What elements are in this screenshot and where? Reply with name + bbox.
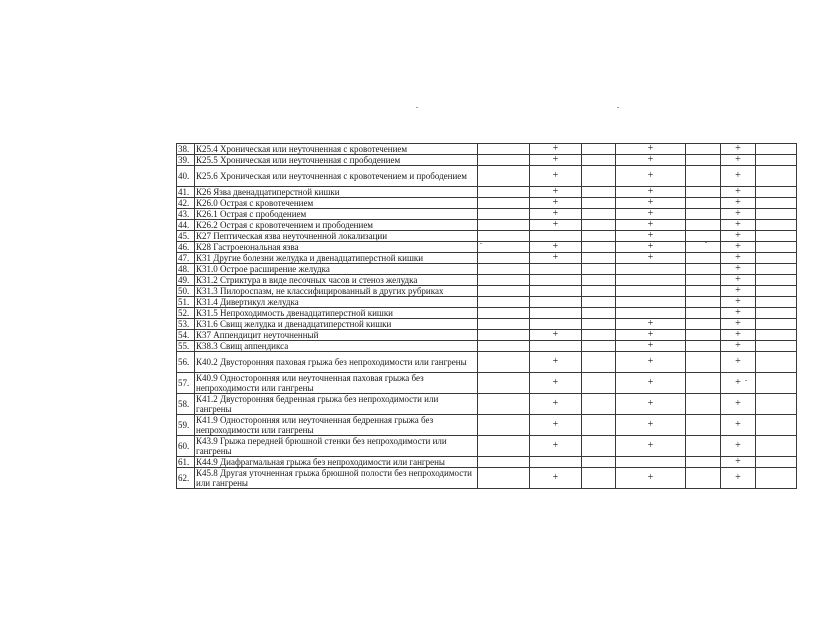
table-body	[177, 144, 797, 489]
mark-cell	[478, 457, 530, 468]
row-number: 62.	[177, 468, 195, 489]
table-row	[177, 155, 797, 166]
mark-cell	[582, 198, 616, 209]
mark-cell	[582, 242, 616, 253]
row-number: 59.	[177, 415, 195, 436]
mark-cell	[756, 220, 797, 231]
mark-cell: +	[721, 373, 756, 394]
mark-cell: +	[616, 352, 686, 373]
diagnosis-name: К41.9 Односторонняя или неуточненная бедренная грыжа без непроходимости или гангрены	[195, 415, 478, 436]
mark-cell	[478, 308, 530, 319]
mark-cell	[530, 319, 582, 330]
mark-cell: +	[721, 264, 756, 275]
row-number: 41.	[177, 187, 195, 198]
mark-cell	[686, 319, 721, 330]
mark-cell	[686, 352, 721, 373]
row-number: 47.	[177, 253, 195, 264]
mark-cell	[616, 286, 686, 297]
diagnosis-name: К41.2 Двусторонняя бедренная грыжа без непроходимости или гангрены	[195, 394, 478, 415]
mark-cell	[530, 308, 582, 319]
mark-cell	[686, 308, 721, 319]
table-row	[177, 275, 797, 286]
table-row	[177, 264, 797, 275]
table-row	[177, 166, 797, 187]
diagnosis-name: К31.4 Дивертикул желудка	[195, 297, 478, 308]
table-row	[177, 286, 797, 297]
mark-cell	[756, 297, 797, 308]
mark-cell: +	[721, 220, 756, 231]
mark-cell: +	[721, 187, 756, 198]
mark-cell: +	[616, 166, 686, 187]
mark-cell	[686, 373, 721, 394]
row-number: 50.	[177, 286, 195, 297]
mark-cell: +	[721, 209, 756, 220]
diagnosis-name: К26.2 Острая с кровотечением и прободением	[195, 220, 478, 231]
row-number: 60.	[177, 436, 195, 457]
mark-cell	[582, 436, 616, 457]
mark-cell	[616, 297, 686, 308]
row-number: 48.	[177, 264, 195, 275]
mark-cell: +	[721, 297, 756, 308]
mark-cell	[686, 297, 721, 308]
table-row	[177, 394, 797, 415]
mark-cell	[756, 253, 797, 264]
diagnosis-name: К25.6 Хроническая или неуточненная с кровотечением и прободением	[195, 166, 478, 187]
mark-cell	[616, 275, 686, 286]
mark-cell	[686, 436, 721, 457]
row-number: 52.	[177, 308, 195, 319]
mark-cell: +	[616, 231, 686, 242]
row-number: 53.	[177, 319, 195, 330]
mark-cell: +	[616, 468, 686, 489]
row-number: 40.	[177, 166, 195, 187]
mark-cell	[756, 242, 797, 253]
mark-cell: +	[721, 144, 756, 155]
mark-cell	[756, 187, 797, 198]
mark-cell: +	[530, 330, 582, 341]
mark-cell: +	[721, 253, 756, 264]
row-number: 61.	[177, 457, 195, 468]
mark-cell	[530, 231, 582, 242]
mark-cell: +	[721, 231, 756, 242]
mark-cell: +	[616, 319, 686, 330]
diagnosis-name: К27 Пептическая язва неуточненной локализации	[195, 231, 478, 242]
mark-cell	[582, 264, 616, 275]
mark-cell	[582, 468, 616, 489]
row-number: 44.	[177, 220, 195, 231]
mark-cell	[530, 297, 582, 308]
mark-cell	[478, 155, 530, 166]
mark-cell	[478, 264, 530, 275]
mark-cell	[616, 264, 686, 275]
mark-cell	[582, 341, 616, 352]
mark-cell: +	[530, 166, 582, 187]
mark-cell	[756, 308, 797, 319]
mark-cell	[478, 275, 530, 286]
mark-cell: +	[616, 253, 686, 264]
table-row	[177, 415, 797, 436]
scan-speck	[416, 107, 418, 108]
mark-cell: +	[616, 155, 686, 166]
scan-speck	[480, 243, 482, 244]
mark-cell	[756, 144, 797, 155]
mark-cell	[478, 352, 530, 373]
mark-cell: +	[616, 436, 686, 457]
mark-cell: +	[530, 436, 582, 457]
mark-cell	[756, 415, 797, 436]
mark-cell	[478, 187, 530, 198]
mark-cell	[582, 253, 616, 264]
table-row	[177, 242, 797, 253]
mark-cell	[530, 457, 582, 468]
mark-cell	[478, 144, 530, 155]
table-row	[177, 231, 797, 242]
mark-cell: +	[530, 394, 582, 415]
diagnosis-name: К44.9 Диафрагмальная грыжа без непроходимости или гангрены	[195, 457, 478, 468]
table-row	[177, 457, 797, 468]
mark-cell: +	[616, 209, 686, 220]
mark-cell: +	[530, 187, 582, 198]
scan-speck	[745, 380, 747, 381]
diagnosis-name: К43.9 Грыжа передней брюшной стенки без непроходимости или гангрены	[195, 436, 478, 457]
mark-cell	[582, 166, 616, 187]
mark-cell: +	[530, 415, 582, 436]
diagnosis-name: К45.8 Другая уточненная грыжа брюшной полости без непроходимости или гангрены	[195, 468, 478, 489]
mark-cell	[582, 220, 616, 231]
row-number: 46.	[177, 242, 195, 253]
mark-cell	[686, 166, 721, 187]
mark-cell: +	[530, 242, 582, 253]
table-row	[177, 308, 797, 319]
table-row	[177, 144, 797, 155]
table-row	[177, 253, 797, 264]
table-row	[177, 436, 797, 457]
mark-cell	[478, 209, 530, 220]
mark-cell	[616, 457, 686, 468]
mark-cell	[686, 198, 721, 209]
diagnosis-name: К26 Язва двенадцатиперстной кишки	[195, 187, 478, 198]
mark-cell: +	[530, 209, 582, 220]
scan-speck	[617, 107, 619, 108]
mark-cell	[686, 155, 721, 166]
table-row	[177, 330, 797, 341]
row-number: 39.	[177, 155, 195, 166]
mark-cell	[478, 373, 530, 394]
mark-cell	[686, 275, 721, 286]
diagnosis-name: К31.2 Стриктура в виде песочных часов и стеноз желудка	[195, 275, 478, 286]
mark-cell	[582, 394, 616, 415]
mark-cell	[530, 286, 582, 297]
mark-cell	[756, 394, 797, 415]
mark-cell: +	[721, 436, 756, 457]
diagnosis-name: К31.6 Свищ желудка и двенадцатиперстной кишки	[195, 319, 478, 330]
mark-cell	[582, 286, 616, 297]
row-number: 38.	[177, 144, 195, 155]
row-number: 51.	[177, 297, 195, 308]
table-row	[177, 198, 797, 209]
row-number: 58.	[177, 394, 195, 415]
mark-cell	[756, 436, 797, 457]
mark-cell	[582, 187, 616, 198]
mark-cell	[686, 242, 721, 253]
mark-cell	[582, 352, 616, 373]
mark-cell	[530, 275, 582, 286]
diagnosis-name: К31.5 Непроходимость двенадцатиперстной кишки	[195, 308, 478, 319]
mark-cell: +	[530, 198, 582, 209]
mark-cell	[756, 330, 797, 341]
mark-cell	[756, 286, 797, 297]
mark-cell: +	[530, 253, 582, 264]
diagnosis-name: К40.2 Двусторонняя паховая грыжа без непроходимости или гангрены	[195, 352, 478, 373]
mark-cell: +	[530, 373, 582, 394]
diagnosis-name: К26.1 Острая с прободением	[195, 209, 478, 220]
mark-cell: +	[721, 286, 756, 297]
mark-cell	[582, 373, 616, 394]
table-row	[177, 187, 797, 198]
mark-cell	[478, 198, 530, 209]
mark-cell	[478, 166, 530, 187]
mark-cell	[478, 319, 530, 330]
mark-cell	[478, 436, 530, 457]
mark-cell: +	[530, 468, 582, 489]
mark-cell	[686, 144, 721, 155]
mark-cell: +	[616, 220, 686, 231]
mark-cell: +	[721, 166, 756, 187]
row-number: 55.	[177, 341, 195, 352]
mark-cell: +	[616, 187, 686, 198]
diagnosis-name: К25.4 Хроническая или неуточненная с кровотечением	[195, 144, 478, 155]
scan-speck	[705, 242, 707, 243]
mark-cell	[686, 209, 721, 220]
table-row	[177, 297, 797, 308]
mark-cell	[756, 352, 797, 373]
mark-cell	[756, 275, 797, 286]
row-number: 45.	[177, 231, 195, 242]
mark-cell	[530, 264, 582, 275]
mark-cell	[686, 220, 721, 231]
mark-cell: +	[721, 275, 756, 286]
mark-cell	[686, 264, 721, 275]
mark-cell: +	[721, 468, 756, 489]
mark-cell	[686, 415, 721, 436]
mark-cell	[478, 220, 530, 231]
diagnosis-name: К28 Гастроеюнальная язва	[195, 242, 478, 253]
mark-cell	[478, 330, 530, 341]
mark-cell	[582, 231, 616, 242]
mark-cell	[582, 308, 616, 319]
diagnosis-name: К31.3 Пилороспазм, не классифицированный в других рубриках	[195, 286, 478, 297]
mark-cell	[582, 275, 616, 286]
diagnosis-table	[176, 143, 797, 489]
mark-cell	[686, 341, 721, 352]
diagnosis-name: К25.5 Хроническая или неуточненная с прободением	[195, 155, 478, 166]
mark-cell: +	[616, 198, 686, 209]
mark-cell	[756, 166, 797, 187]
mark-cell	[686, 468, 721, 489]
mark-cell: +	[530, 352, 582, 373]
mark-cell	[686, 457, 721, 468]
row-number: 42.	[177, 198, 195, 209]
mark-cell	[756, 155, 797, 166]
table-row	[177, 373, 797, 394]
mark-cell	[756, 231, 797, 242]
mark-cell	[582, 457, 616, 468]
mark-cell	[756, 457, 797, 468]
mark-cell: +	[616, 341, 686, 352]
mark-cell: +	[616, 415, 686, 436]
mark-cell	[756, 319, 797, 330]
mark-cell: +	[530, 220, 582, 231]
mark-cell: +	[721, 457, 756, 468]
diagnosis-name: К40.9 Односторонняя или неуточненная паховая грыжа без непроходимости или гангрены	[195, 373, 478, 394]
mark-cell: +	[721, 308, 756, 319]
row-number: 49.	[177, 275, 195, 286]
diagnosis-name: К31.0 Острое расширение желудка	[195, 264, 478, 275]
mark-cell	[582, 415, 616, 436]
mark-cell	[582, 144, 616, 155]
mark-cell	[756, 373, 797, 394]
mark-cell	[756, 468, 797, 489]
mark-cell	[530, 341, 582, 352]
mark-cell	[686, 253, 721, 264]
table-row	[177, 352, 797, 373]
mark-cell	[686, 231, 721, 242]
diagnosis-name: К31 Другие болезни желудка и двенадцатиперстной кишки	[195, 253, 478, 264]
mark-cell	[478, 286, 530, 297]
diagnosis-name: К37 Аппендицит неуточненный	[195, 330, 478, 341]
mark-cell	[686, 286, 721, 297]
mark-cell	[478, 468, 530, 489]
row-number: 54.	[177, 330, 195, 341]
mark-cell	[582, 319, 616, 330]
mark-cell: +	[616, 330, 686, 341]
row-number: 57.	[177, 373, 195, 394]
table-row	[177, 220, 797, 231]
mark-cell: +	[721, 155, 756, 166]
row-number: 56.	[177, 352, 195, 373]
table-row	[177, 209, 797, 220]
mark-cell	[478, 253, 530, 264]
mark-cell	[478, 231, 530, 242]
mark-cell: +	[721, 394, 756, 415]
diagnosis-name: К26.0 Острая с кровотечением	[195, 198, 478, 209]
mark-cell	[686, 330, 721, 341]
mark-cell	[478, 394, 530, 415]
mark-cell: +	[616, 394, 686, 415]
mark-cell	[582, 297, 616, 308]
row-number: 43.	[177, 209, 195, 220]
diagnosis-name: К38.3 Свищ аппендикса	[195, 341, 478, 352]
mark-cell	[582, 330, 616, 341]
mark-cell: +	[721, 198, 756, 209]
mark-cell	[478, 297, 530, 308]
mark-cell	[686, 394, 721, 415]
mark-cell: +	[530, 155, 582, 166]
mark-cell	[478, 242, 530, 253]
mark-cell: +	[616, 144, 686, 155]
mark-cell: +	[721, 352, 756, 373]
mark-cell	[478, 341, 530, 352]
mark-cell: +	[721, 415, 756, 436]
mark-cell	[756, 264, 797, 275]
table-row	[177, 468, 797, 489]
mark-cell	[582, 155, 616, 166]
mark-cell: +	[616, 373, 686, 394]
mark-cell	[582, 209, 616, 220]
mark-cell: +	[721, 242, 756, 253]
mark-cell: +	[616, 242, 686, 253]
mark-cell: +	[721, 319, 756, 330]
mark-cell: +	[721, 330, 756, 341]
mark-cell	[686, 187, 721, 198]
mark-cell	[756, 209, 797, 220]
table-row	[177, 319, 797, 330]
mark-cell: +	[721, 341, 756, 352]
mark-cell: +	[530, 144, 582, 155]
table-row	[177, 341, 797, 352]
mark-cell	[478, 415, 530, 436]
mark-cell	[756, 341, 797, 352]
mark-cell	[616, 308, 686, 319]
mark-cell	[756, 198, 797, 209]
